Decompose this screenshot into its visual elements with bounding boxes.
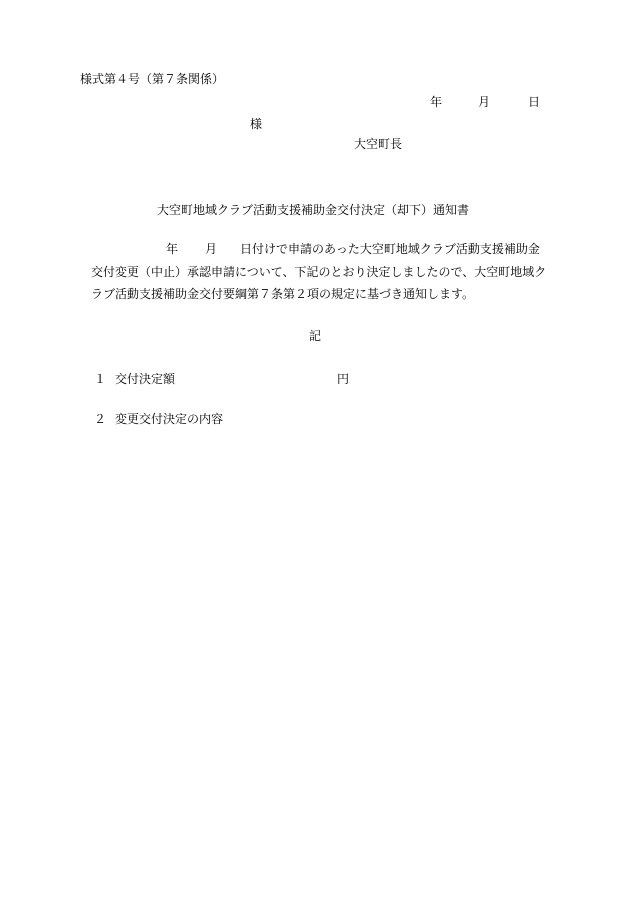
date-day-label: 日: [528, 95, 541, 109]
issuer-name: 大空町長: [354, 137, 403, 151]
item-2-number: ２: [94, 412, 107, 426]
item-1-unit: 円: [337, 372, 350, 386]
item-1-number: １: [94, 372, 107, 386]
date-month-label: 月: [478, 95, 491, 109]
body-line-1-text: 日付けで申請のあった大空町地域クラブ活動支援補助金: [240, 242, 540, 256]
body-date-year-label: 年: [166, 242, 179, 256]
body-paragraph-line-3: ラブ活動支援補助金交付要綱第７条第２項の規定に基づき通知します。: [91, 287, 475, 301]
body-paragraph-line-1: [0, 243, 630, 257]
date-year-label: 年: [430, 95, 443, 109]
document-title: 大空町地域クラブ活動支援補助金交付決定（却下）通知書: [157, 203, 470, 217]
ki-heading: 記: [309, 329, 322, 343]
item-2-label: 変更交付決定の内容: [115, 412, 224, 426]
addressee-honorific: 様: [250, 117, 263, 131]
body-date-month-label: 月: [205, 242, 218, 256]
form-number: 様式第４号（第７条関係）: [80, 72, 225, 86]
body-paragraph-line-2: 交付変更（中止）承認申請について、下記のとおり決定しましたので、大空町地域ク: [91, 265, 547, 279]
item-1-label: 交付決定額: [115, 372, 176, 386]
